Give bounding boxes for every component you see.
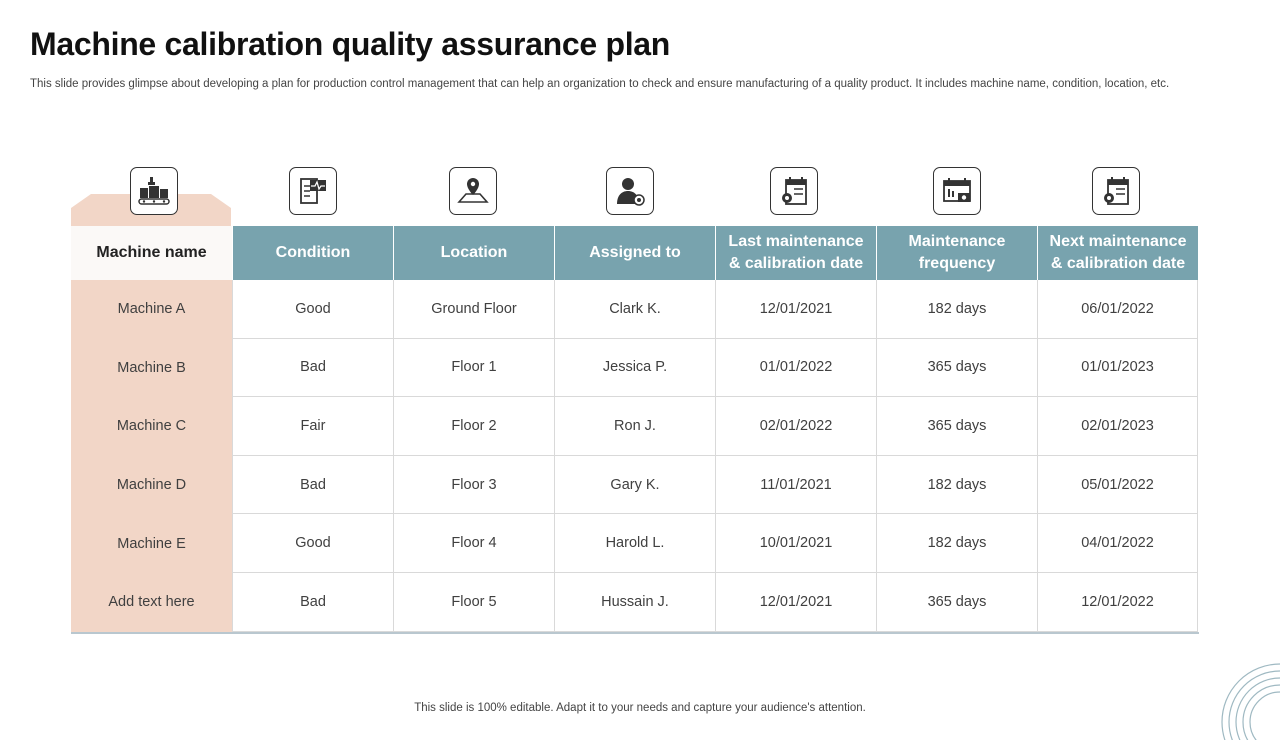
table-cell: 12/01/2022 xyxy=(1037,573,1198,632)
table-cell: Gary K. xyxy=(554,456,715,515)
header-text: Maintenance xyxy=(908,232,1006,250)
header-text: frequency xyxy=(918,255,996,272)
table-cell: 02/01/2023 xyxy=(1037,397,1198,456)
table-cell: Floor 5 xyxy=(393,573,554,632)
table-cell: 182 days xyxy=(876,456,1037,515)
clipboard-pulse-icon xyxy=(289,167,337,215)
header-text: Location xyxy=(440,243,508,261)
table-cell: 04/01/2022 xyxy=(1037,514,1198,573)
table-cell: 12/01/2021 xyxy=(715,280,876,339)
decorative-rings-icon xyxy=(1218,660,1280,740)
calendar-money-icon xyxy=(933,167,981,215)
table-cell: 10/01/2021 xyxy=(715,514,876,573)
header-condition xyxy=(232,226,393,280)
calendar-gear-icon xyxy=(770,167,818,215)
table-cell: Floor 4 xyxy=(393,514,554,573)
table-cell: 182 days xyxy=(876,514,1037,573)
header-text: Last maintenance xyxy=(728,232,864,250)
header-text: & calibration date xyxy=(1050,255,1186,272)
machine-name-cell: Machine D xyxy=(71,456,232,515)
header-machine-name xyxy=(71,226,232,280)
header-text: Machine name xyxy=(96,243,207,261)
table-cell: Clark K. xyxy=(554,280,715,339)
header-text: & calibration date xyxy=(728,255,864,272)
table-cell: 12/01/2021 xyxy=(715,573,876,632)
machine-name-cell: Machine A xyxy=(71,280,232,339)
table-cell: Ground Floor xyxy=(393,280,554,339)
table-cell: Bad xyxy=(232,456,393,515)
header-text: Next maintenance xyxy=(1049,232,1187,250)
person-settings-icon xyxy=(606,167,654,215)
table-cell: 06/01/2022 xyxy=(1037,280,1198,339)
table-cell: 05/01/2022 xyxy=(1037,456,1198,515)
calibration-table xyxy=(71,226,1199,634)
table-cell: 01/01/2023 xyxy=(1037,339,1198,398)
header-next-maintenance xyxy=(1037,226,1198,280)
table-cell: Bad xyxy=(232,573,393,632)
table-cell: Good xyxy=(232,280,393,339)
table-cell: 365 days xyxy=(876,339,1037,398)
table-cell: Ron J. xyxy=(554,397,715,456)
table-cell: Floor 3 xyxy=(393,456,554,515)
table-cell: Hussain J. xyxy=(554,573,715,632)
table-cell: 365 days xyxy=(876,573,1037,632)
table-cell: Fair xyxy=(232,397,393,456)
header-assigned-to xyxy=(554,226,715,280)
slide-subtitle: This slide provides glimpse about developing a plan for production control management that can help an organization to check and ensure manufacturing of a quality product. It includes machine name, condition, location, etc. xyxy=(30,78,1170,90)
table-cell: 01/01/2022 xyxy=(715,339,876,398)
header-text: Assigned to xyxy=(589,243,681,261)
header-location xyxy=(393,226,554,280)
table-cell: Bad xyxy=(232,339,393,398)
machine-name-cell: Machine C xyxy=(71,397,232,456)
table-cell: Floor 1 xyxy=(393,339,554,398)
slide-title: Machine calibration quality assurance plan xyxy=(30,26,671,62)
table-cell: Good xyxy=(232,514,393,573)
table-cell: 182 days xyxy=(876,280,1037,339)
table-cell: Jessica P. xyxy=(554,339,715,398)
machine-name-cell: Add text here xyxy=(71,573,232,632)
table-cell: 02/01/2022 xyxy=(715,397,876,456)
header-maintenance-frequency xyxy=(876,226,1037,280)
table-cell: 11/01/2021 xyxy=(715,456,876,515)
header-text: Condition xyxy=(275,243,351,261)
header-last-maintenance xyxy=(715,226,876,280)
calendar-gear-icon xyxy=(1092,167,1140,215)
table-cell: 365 days xyxy=(876,397,1037,456)
machine-name-cell: Machine E xyxy=(71,514,232,573)
conveyor-machine-icon xyxy=(130,167,178,215)
table-cell: Harold L. xyxy=(554,514,715,573)
map-location-icon xyxy=(449,167,497,215)
machine-name-cell: Machine B xyxy=(71,339,232,398)
slide-footer: This slide is 100% editable. Adapt it to your needs and capture your audience's attention. xyxy=(414,702,866,714)
table-cell: Floor 2 xyxy=(393,397,554,456)
